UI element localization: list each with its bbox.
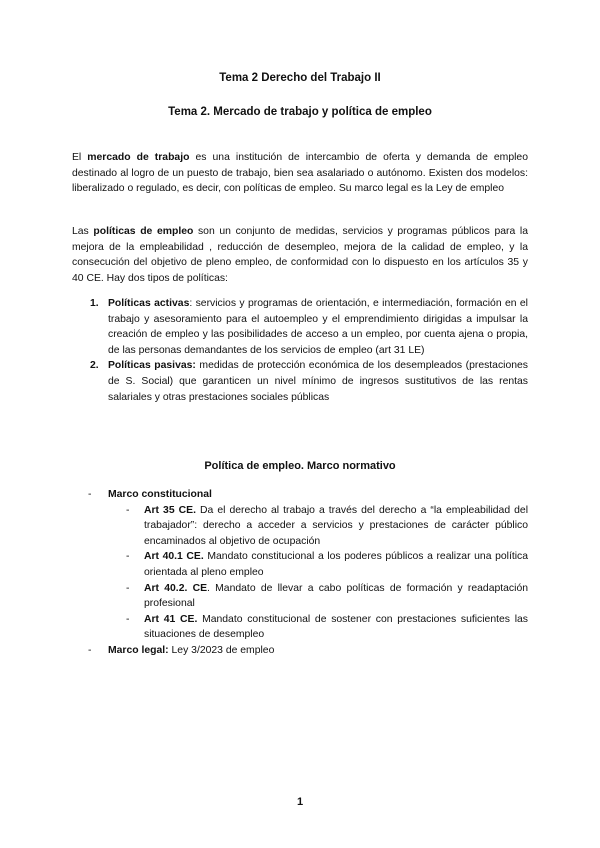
list-item: [126, 612, 528, 643]
page-number: 1: [296, 796, 304, 808]
section-heading-topic: Tema 2. Mercado de trabajo y política de empleo: [168, 106, 432, 118]
list-item: [126, 581, 528, 612]
policy-description: medidas de protección económica de los desempleados (prestaciones de S. Social) que garanticen un nivel mínimo de ingresos sustitutivos de las rentas salariales y otras prestaciones sociales públicas: [108, 360, 528, 403]
policies-list: [90, 296, 528, 405]
paragraph-text-pre: Las: [72, 226, 94, 237]
article-text: Mandato constitucional a los poderes públicos a realizar una política orientada al pleno empleo: [144, 551, 529, 578]
paragraph-text-post: es una institución de intercambio de oferta y demanda de empleo destinado al logro de un puesto de trabajo, bien sea asalariado o autónomo. Existen dos modelos: liberalizado o regulado, es decir, con políticas de empleo. Su marco legal es la Ley de empleo: [72, 152, 528, 195]
normative-list: [88, 487, 528, 659]
dash-bullet: -: [126, 551, 130, 563]
article-text: Mandato constitucional de sostener con prestaciones suficientes las situaciones de desempleo: [144, 613, 528, 641]
list-number: 2.: [90, 360, 99, 372]
paragraph-politicas-de-empleo: [72, 224, 528, 286]
policy-name: Políticas pasivas:: [108, 360, 196, 372]
article-ref: Art 41 CE.: [144, 613, 198, 625]
policy-name: Políticas activas: [108, 298, 190, 309]
term-mercado-de-trabajo: mercado de trabajo: [87, 152, 190, 163]
marco-constitucional-label: Marco constitucional: [108, 489, 212, 500]
constitutional-articles-list: [126, 503, 528, 643]
paragraph-text-pre: El: [72, 152, 88, 163]
dash-bullet: -: [126, 504, 130, 516]
article-ref: Art 40.2. CE: [144, 582, 208, 594]
list-item: [88, 487, 528, 643]
dash-bullet: -: [88, 644, 92, 656]
document-title: Tema 2 Derecho del Trabajo II: [219, 72, 381, 84]
policy-description: : servicios y programas de orientación, e intermediación, formación en el trabajo y asesoramiento para el autoempleo y el emprendimiento dirigidas a impulsar la creación de empleo y las posibilidades de acceso a un empleo, por cuenta ajena o propia, de las personas demandantes de los servicios de empleo (art 31 LE): [108, 298, 528, 356]
article-text: Da el derecho al trabajo a través del derecho a “la empleabilidad del trabajador”: derecho a acceder a servicios y prestaciones de carácter público encaminados al objetivo de ocupación: [144, 504, 528, 547]
list-item: [90, 358, 528, 405]
dash-bullet: -: [126, 613, 130, 625]
paragraph-mercado-de-trabajo: [72, 150, 528, 197]
list-number: 1.: [90, 298, 99, 309]
paragraph-text-post: son un conjunto de medidas, servicios y programas públicos para la mejora de la empleabilidad , reducción de desempleo, mejora de la calidad de empleo, y la consecución del objetivo de pleno empleo, de conformidad con lo dispuesto en los artículos 35 y 40 CE. Hay dos tipos de políticas:: [72, 226, 528, 284]
section-heading-marco-normativo: Política de empleo. Marco normativo: [204, 460, 396, 472]
dash-bullet: -: [126, 582, 130, 594]
marco-legal-label: Marco legal:: [108, 644, 169, 656]
list-item: [88, 643, 528, 659]
list-item: [90, 296, 528, 358]
article-text: . Mandato de llevar a cabo políticas de formación y readaptación profesional: [144, 582, 528, 610]
list-item: [126, 549, 528, 580]
list-item: [126, 503, 528, 550]
term-politicas-de-empleo: políticas de empleo: [93, 226, 194, 237]
marco-legal-text: Ley 3/2023 de empleo: [168, 644, 275, 656]
article-ref: Art 40.1 CE.: [144, 551, 204, 563]
article-ref: Art 35 CE.: [144, 504, 196, 516]
dash-bullet: -: [88, 489, 92, 500]
